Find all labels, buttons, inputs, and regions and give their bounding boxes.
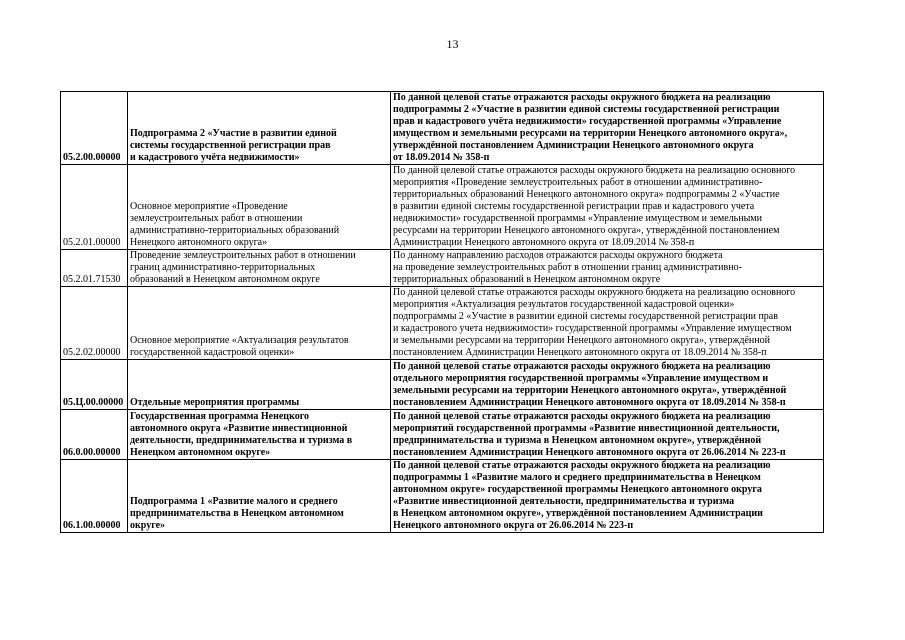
row-name: Основное мероприятие «Проведение землеустроительных работ в отношении административно-территориальных образований Ненецкого автономного округа» [128,165,391,250]
row-code: 06.1.00.00000 [61,460,128,533]
table-row [61,165,824,250]
row-name: Подпрограмма 2 «Участие в развитии единой системы государственной регистрации прав и кадастрового учёта недвижимости» [128,92,391,165]
row-name: Проведение землеустроительных работ в отношении границ административно-территориальных образований в Ненецком автономном округе [128,250,391,287]
row-name: Основное мероприятие «Актуализация результатов государственной кадастровой оценки» [128,287,391,360]
row-description: По данной целевой статье отражаются расходы окружного бюджета на реализацию мероприятий государственной программы «Развитие инвестиционной деятельности, предпринимательства и туризма в Ненецком автономном округе», утверждённой постановлением Администрации Ненецкого автономного округа от 26.06.2014 № 223-п [391,410,824,460]
table-row [61,360,824,410]
table-row [61,92,824,165]
row-code: 05.Ц.00.00000 [61,360,128,410]
row-name: Государственная программа Ненецкого автономного округа «Развитие инвестиционной деятельности, предпринимательства и туризма в Ненецком автономном округе» [128,410,391,460]
row-description: По данной целевой статье отражаются расходы окружного бюджета на реализацию основного мероприятия «Проведение землеустроительных работ в отношении административно- территориальных образований Ненецкого автономного округа» подпрограммы 2 «Участие в развитии единой системы государственной регистрации прав и кадастрового учета недвижимости» государственной программы «Управление имуществом и земельными ресурсами на территории Ненецкого автономного округа», утверждённой постановлением Администрации Ненецкого автономного округа от 18.09.2014 № 358-п [391,165,824,250]
table-row [61,287,824,360]
row-description: По данной целевой статье отражаются расходы окружного бюджета на реализацию подпрограммы 2 «Участие в развитии единой системы государственной регистрации прав и кадастрового учёта недвижимости» государственной программы «Управление имуществом и земельными ресурсами на территории Ненецкого автономного округа», утверждённой постановлением Администрации Ненецкого автономного округа от 18.09.2014 № 358-п [391,92,824,165]
table-row [61,250,824,287]
row-code: 06.0.00.00000 [61,410,128,460]
row-description: По данной целевой статье отражаются расходы окружного бюджета на реализацию основного мероприятия «Актуализация результатов государственной кадастровой оценки» подпрограммы 2 «Участие в развитии единой системы государственной регистрации прав и кадастрового учета недвижимости» государственной программы «Управление имуществом и земельными ресурсами на территории Ненецкого автономного округа», утверждённой постановлением Администрации Ненецкого автономного округа от 18.09.2014 № 358-п [391,287,824,360]
budget-classification-table [60,91,824,533]
row-code: 05.2.01.00000 [61,165,128,250]
row-name: Отдельные мероприятия программы [128,360,391,410]
row-description: По данному направлению расходов отражаются расходы окружного бюджета на проведение землеустроительных работ в отношении границ административно- территориальных образований в Ненецком автономном округе [391,250,824,287]
row-code: 05.2.01.71530 [61,250,128,287]
row-name: Подпрограмма 1 «Развитие малого и среднего предпринимательства в Ненецком автономном округе» [128,460,391,533]
page-number: 13 [446,37,459,51]
table-row [61,460,824,533]
row-description: По данной целевой статье отражаются расходы окружного бюджета на реализацию подпрограммы 1 «Развитие малого и среднего предпринимательства в Ненецком автономном округе» государственной программы Ненецкого автономного округа «Развитие инвестиционной деятельности, предпринимательства и туризма в Ненецком автономном округе», утверждённой постановлением Администрации Ненецкого автономного округа от 26.06.2014 № 223-п [391,460,824,533]
row-code: 05.2.02.00000 [61,287,128,360]
row-code: 05.2.00.00000 [61,92,128,165]
table-row [61,410,824,460]
row-description: По данной целевой статье отражаются расходы окружного бюджета на реализацию отдельного мероприятия государственной программы «Управление имуществом и земельными ресурсами на территории Ненецкого автономного округа», утверждённой постановлением Администрации Ненецкого автономного округа от 18.09.2014 № 358-п [391,360,824,410]
